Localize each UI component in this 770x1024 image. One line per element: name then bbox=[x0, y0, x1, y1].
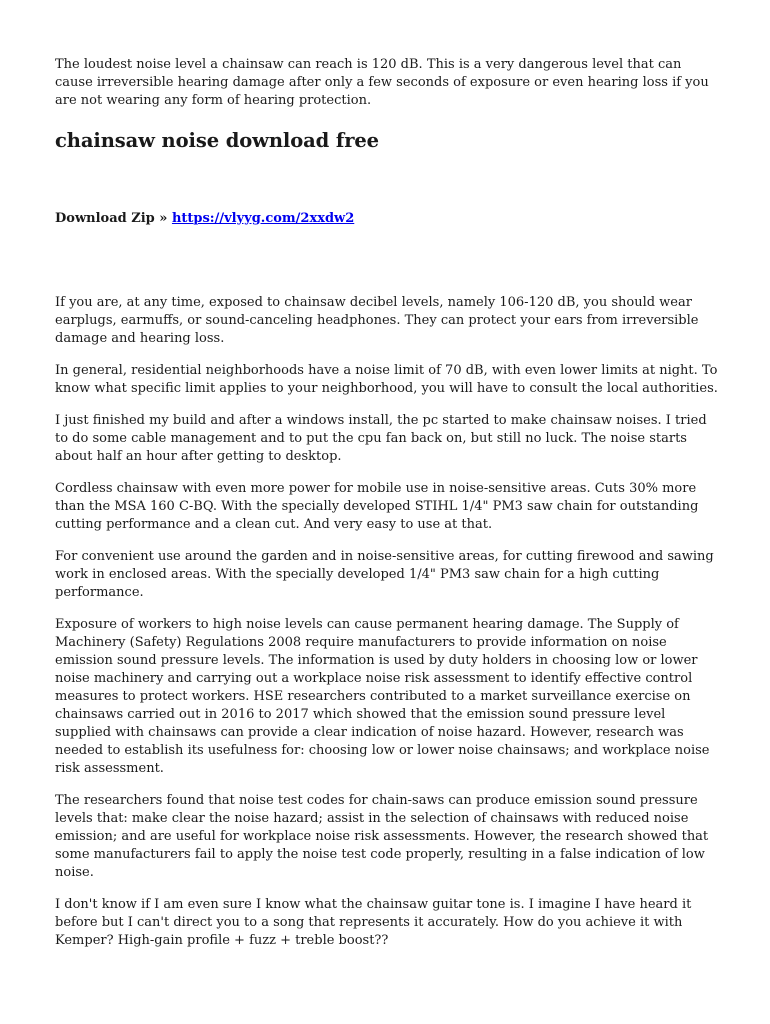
download-link[interactable]: https://vlyyg.com/2xxdw2 bbox=[171, 211, 355, 226]
document-page bbox=[55, 56, 720, 964]
paragraph: I don't know if I am even sure I know what the chainsaw guitar tone is. I imagine I have heard it before but I can't direct you to a song that represents it accurately. How do you achieve it with Kemper? High-gain profile + fuzz + treble boost?? bbox=[55, 897, 692, 948]
paragraph: Cordless chainsaw with even more power for mobile use in noise-sensitive areas. Cuts 30% more than the MSA 160 C-BQ. With the specially developed STIHL 1/4" PM3 saw chain for outstanding cutting performance and a clean cut. And very easy to use at that. bbox=[55, 481, 699, 532]
intro-paragraph: The loudest noise level a chainsaw can reach is 120 dB. This is a very dangerous level that can cause irreversible hearing damage after only a few seconds of exposure or even hearing loss if you are not wearing any form of hearing protection. bbox=[55, 57, 709, 108]
download-line bbox=[55, 210, 720, 228]
download-label: Download Zip » bbox=[55, 211, 168, 226]
paragraph: In general, residential neighborhoods have a noise limit of 70 dB, with even lower limits at night. To know what specific limit applies to your neighborhood, you will have to consult the local authorities. bbox=[55, 363, 718, 396]
paragraph: The researchers found that noise test codes for chain-saws can produce emission sound pressure levels that: make clear the noise hazard; assist in the selection of chainsaws with reduced noise emission; and are useful for workplace noise risk assessments. However, the research showed that some manufacturers fail to apply the noise test code properly, resulting in a false indication of low noise. bbox=[55, 793, 709, 880]
article-body bbox=[55, 294, 720, 950]
paragraph: I just finished my build and after a windows install, the pc started to make chainsaw noises. I tried to do some cable management and to put the cpu fan back on, but still no luck. The noise starts about half an hour after getting to desktop. bbox=[55, 413, 707, 464]
paragraph: For convenient use around the garden and in noise-sensitive areas, for cutting firewood and sawing work in enclosed areas. With the specially developed 1/4" PM3 saw chain for a high cutting performance. bbox=[55, 549, 714, 600]
page-title: chainsaw noise download free bbox=[55, 129, 379, 152]
paragraph: If you are, at any time, exposed to chainsaw decibel levels, namely 106-120 dB, you should wear earplugs, earmuffs, or sound-canceling headphones. They can protect your ears from irreversible damage and hearing loss. bbox=[55, 295, 699, 346]
paragraph: Exposure of workers to high noise levels can cause permanent hearing damage. The Supply of Machinery (Safety) Regulations 2008 require manufacturers to provide information on noise emission sound pressure levels. The information is used by duty holders in choosing low or lower noise machinery and carrying out a workplace noise risk assessment to identify effective control measures to protect workers. HSE researchers contributed to a market surveillance exercise on chainsaws carried out in 2016 to 2017 which showed that the emission sound pressure level supplied with chainsaws can provide a clear indication of noise hazard. However, research was needed to establish its usefulness for: choosing low or lower noise chainsaws; and workplace noise risk assessment. bbox=[55, 617, 710, 776]
